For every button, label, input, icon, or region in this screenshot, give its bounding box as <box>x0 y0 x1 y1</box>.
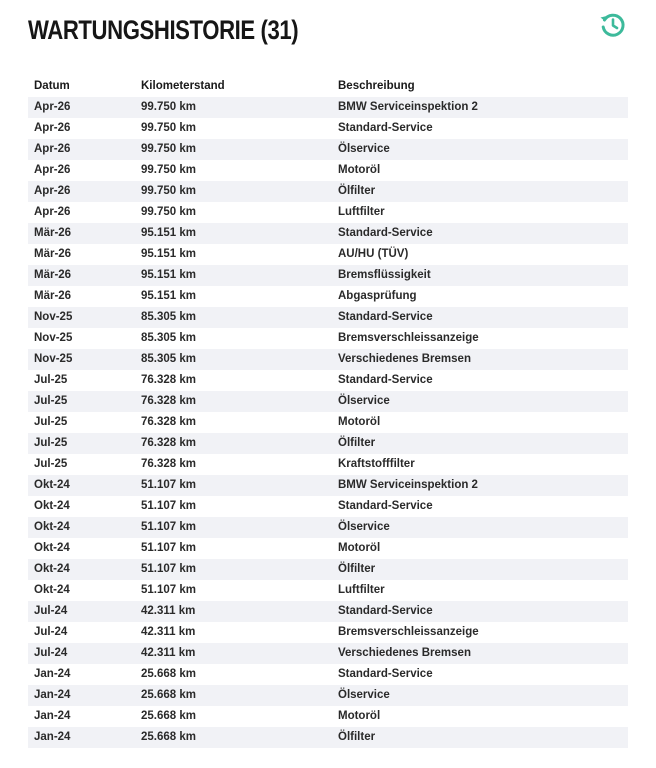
cell-mileage: 95.151 km <box>135 244 332 265</box>
cell-mileage: 42.311 km <box>135 622 332 643</box>
cell-mileage: 99.750 km <box>135 139 332 160</box>
table-row <box>28 664 628 685</box>
table-row <box>28 706 628 727</box>
cell-date: Apr-26 <box>28 160 135 181</box>
cell-description: Verschiedenes Bremsen <box>332 643 628 664</box>
cell-date: Jan-24 <box>28 727 135 748</box>
page-header <box>28 10 628 50</box>
cell-description: Ölservice <box>332 517 628 538</box>
cell-date: Mär-26 <box>28 244 135 265</box>
table-row <box>28 307 628 328</box>
cell-description: BMW Serviceinspektion 2 <box>332 97 628 118</box>
cell-date: Apr-26 <box>28 202 135 223</box>
cell-mileage: 76.328 km <box>135 391 332 412</box>
cell-description: Standard-Service <box>332 307 628 328</box>
cell-mileage: 25.668 km <box>135 685 332 706</box>
cell-date: Mär-26 <box>28 265 135 286</box>
cell-description: Bremsverschleissanzeige <box>332 328 628 349</box>
cell-date: Jan-24 <box>28 685 135 706</box>
cell-mileage: 95.151 km <box>135 265 332 286</box>
cell-date: Jul-25 <box>28 370 135 391</box>
table-row <box>28 559 628 580</box>
cell-date: Okt-24 <box>28 475 135 496</box>
table-row <box>28 370 628 391</box>
table-row <box>28 265 628 286</box>
cell-mileage: 51.107 km <box>135 496 332 517</box>
cell-mileage: 25.668 km <box>135 706 332 727</box>
table-row <box>28 727 628 748</box>
table-row <box>28 685 628 706</box>
cell-date: Jul-24 <box>28 643 135 664</box>
table-row <box>28 601 628 622</box>
cell-description: Abgasprüfung <box>332 286 628 307</box>
cell-date: Nov-25 <box>28 307 135 328</box>
page-title: WARTUNGSHISTORIE (31) <box>28 15 299 45</box>
table-row <box>28 349 628 370</box>
cell-date: Okt-24 <box>28 538 135 559</box>
table-header-row <box>28 75 628 97</box>
cell-description: Motoröl <box>332 538 628 559</box>
cell-date: Apr-26 <box>28 97 135 118</box>
table-row <box>28 643 628 664</box>
table-row <box>28 286 628 307</box>
cell-date: Jul-25 <box>28 454 135 475</box>
table-row <box>28 454 628 475</box>
table-row <box>28 139 628 160</box>
table-row <box>28 97 628 118</box>
table-row <box>28 433 628 454</box>
cell-mileage: 76.328 km <box>135 454 332 475</box>
cell-description: Kraftstofffilter <box>332 454 628 475</box>
cell-mileage: 85.305 km <box>135 349 332 370</box>
cell-description: Ölfilter <box>332 181 628 202</box>
cell-date: Apr-26 <box>28 139 135 160</box>
table-row <box>28 517 628 538</box>
cell-mileage: 51.107 km <box>135 580 332 601</box>
cell-mileage: 42.311 km <box>135 643 332 664</box>
table-row <box>28 622 628 643</box>
table-row <box>28 496 628 517</box>
cell-mileage: 51.107 km <box>135 559 332 580</box>
cell-mileage: 99.750 km <box>135 160 332 181</box>
cell-mileage: 51.107 km <box>135 538 332 559</box>
cell-description: Ölservice <box>332 685 628 706</box>
column-header-mileage: Kilometerstand <box>141 80 225 92</box>
cell-date: Nov-25 <box>28 349 135 370</box>
table-row <box>28 118 628 139</box>
cell-date: Okt-24 <box>28 580 135 601</box>
cell-date: Jan-24 <box>28 706 135 727</box>
cell-date: Mär-26 <box>28 223 135 244</box>
cell-date: Jul-24 <box>28 601 135 622</box>
cell-description: Luftfilter <box>332 202 628 223</box>
cell-mileage: 85.305 km <box>135 307 332 328</box>
cell-description: Standard-Service <box>332 370 628 391</box>
column-header-description: Beschreibung <box>338 80 415 92</box>
cell-description: Standard-Service <box>332 601 628 622</box>
maintenance-history-table <box>28 75 628 748</box>
table-row <box>28 328 628 349</box>
cell-date: Jan-24 <box>28 664 135 685</box>
cell-description: Standard-Service <box>332 664 628 685</box>
cell-date: Okt-24 <box>28 496 135 517</box>
cell-description: Ölfilter <box>332 727 628 748</box>
cell-date: Jul-25 <box>28 412 135 433</box>
table-row <box>28 412 628 433</box>
table-row <box>28 160 628 181</box>
cell-description: Bremsverschleissanzeige <box>332 622 628 643</box>
cell-mileage: 95.151 km <box>135 286 332 307</box>
cell-description: Motoröl <box>332 160 628 181</box>
cell-mileage: 76.328 km <box>135 433 332 454</box>
table-row <box>28 475 628 496</box>
table-row <box>28 391 628 412</box>
cell-description: Ölfilter <box>332 433 628 454</box>
cell-mileage: 95.151 km <box>135 223 332 244</box>
cell-description: Motoröl <box>332 412 628 433</box>
cell-mileage: 99.750 km <box>135 97 332 118</box>
table-row <box>28 202 628 223</box>
cell-description: Standard-Service <box>332 223 628 244</box>
cell-mileage: 99.750 km <box>135 118 332 139</box>
cell-description: Motoröl <box>332 706 628 727</box>
table-row <box>28 538 628 559</box>
cell-mileage: 76.328 km <box>135 412 332 433</box>
cell-mileage: 51.107 km <box>135 517 332 538</box>
cell-date: Apr-26 <box>28 181 135 202</box>
cell-mileage: 99.750 km <box>135 181 332 202</box>
cell-mileage: 25.668 km <box>135 664 332 685</box>
cell-date: Jul-25 <box>28 391 135 412</box>
cell-description: Ölfilter <box>332 559 628 580</box>
cell-description: Luftfilter <box>332 580 628 601</box>
cell-date: Okt-24 <box>28 559 135 580</box>
cell-date: Jul-25 <box>28 433 135 454</box>
cell-date: Apr-26 <box>28 118 135 139</box>
cell-description: AU/HU (TÜV) <box>332 244 628 265</box>
cell-mileage: 51.107 km <box>135 475 332 496</box>
cell-mileage: 25.668 km <box>135 727 332 748</box>
cell-mileage: 76.328 km <box>135 370 332 391</box>
table-row <box>28 580 628 601</box>
table-row <box>28 244 628 265</box>
column-header-date: Datum <box>34 80 70 92</box>
cell-mileage: 85.305 km <box>135 328 332 349</box>
cell-description: Bremsflüssigkeit <box>332 265 628 286</box>
cell-description: BMW Serviceinspektion 2 <box>332 475 628 496</box>
cell-description: Standard-Service <box>332 118 628 139</box>
cell-description: Ölservice <box>332 391 628 412</box>
cell-date: Okt-24 <box>28 517 135 538</box>
cell-date: Mär-26 <box>28 286 135 307</box>
cell-description: Verschiedenes Bremsen <box>332 349 628 370</box>
history-icon[interactable] <box>598 10 628 40</box>
cell-date: Jul-24 <box>28 622 135 643</box>
cell-date: Nov-25 <box>28 328 135 349</box>
cell-description: Standard-Service <box>332 496 628 517</box>
cell-mileage: 99.750 km <box>135 202 332 223</box>
cell-description: Ölservice <box>332 139 628 160</box>
table-row <box>28 223 628 244</box>
cell-mileage: 42.311 km <box>135 601 332 622</box>
table-row <box>28 181 628 202</box>
